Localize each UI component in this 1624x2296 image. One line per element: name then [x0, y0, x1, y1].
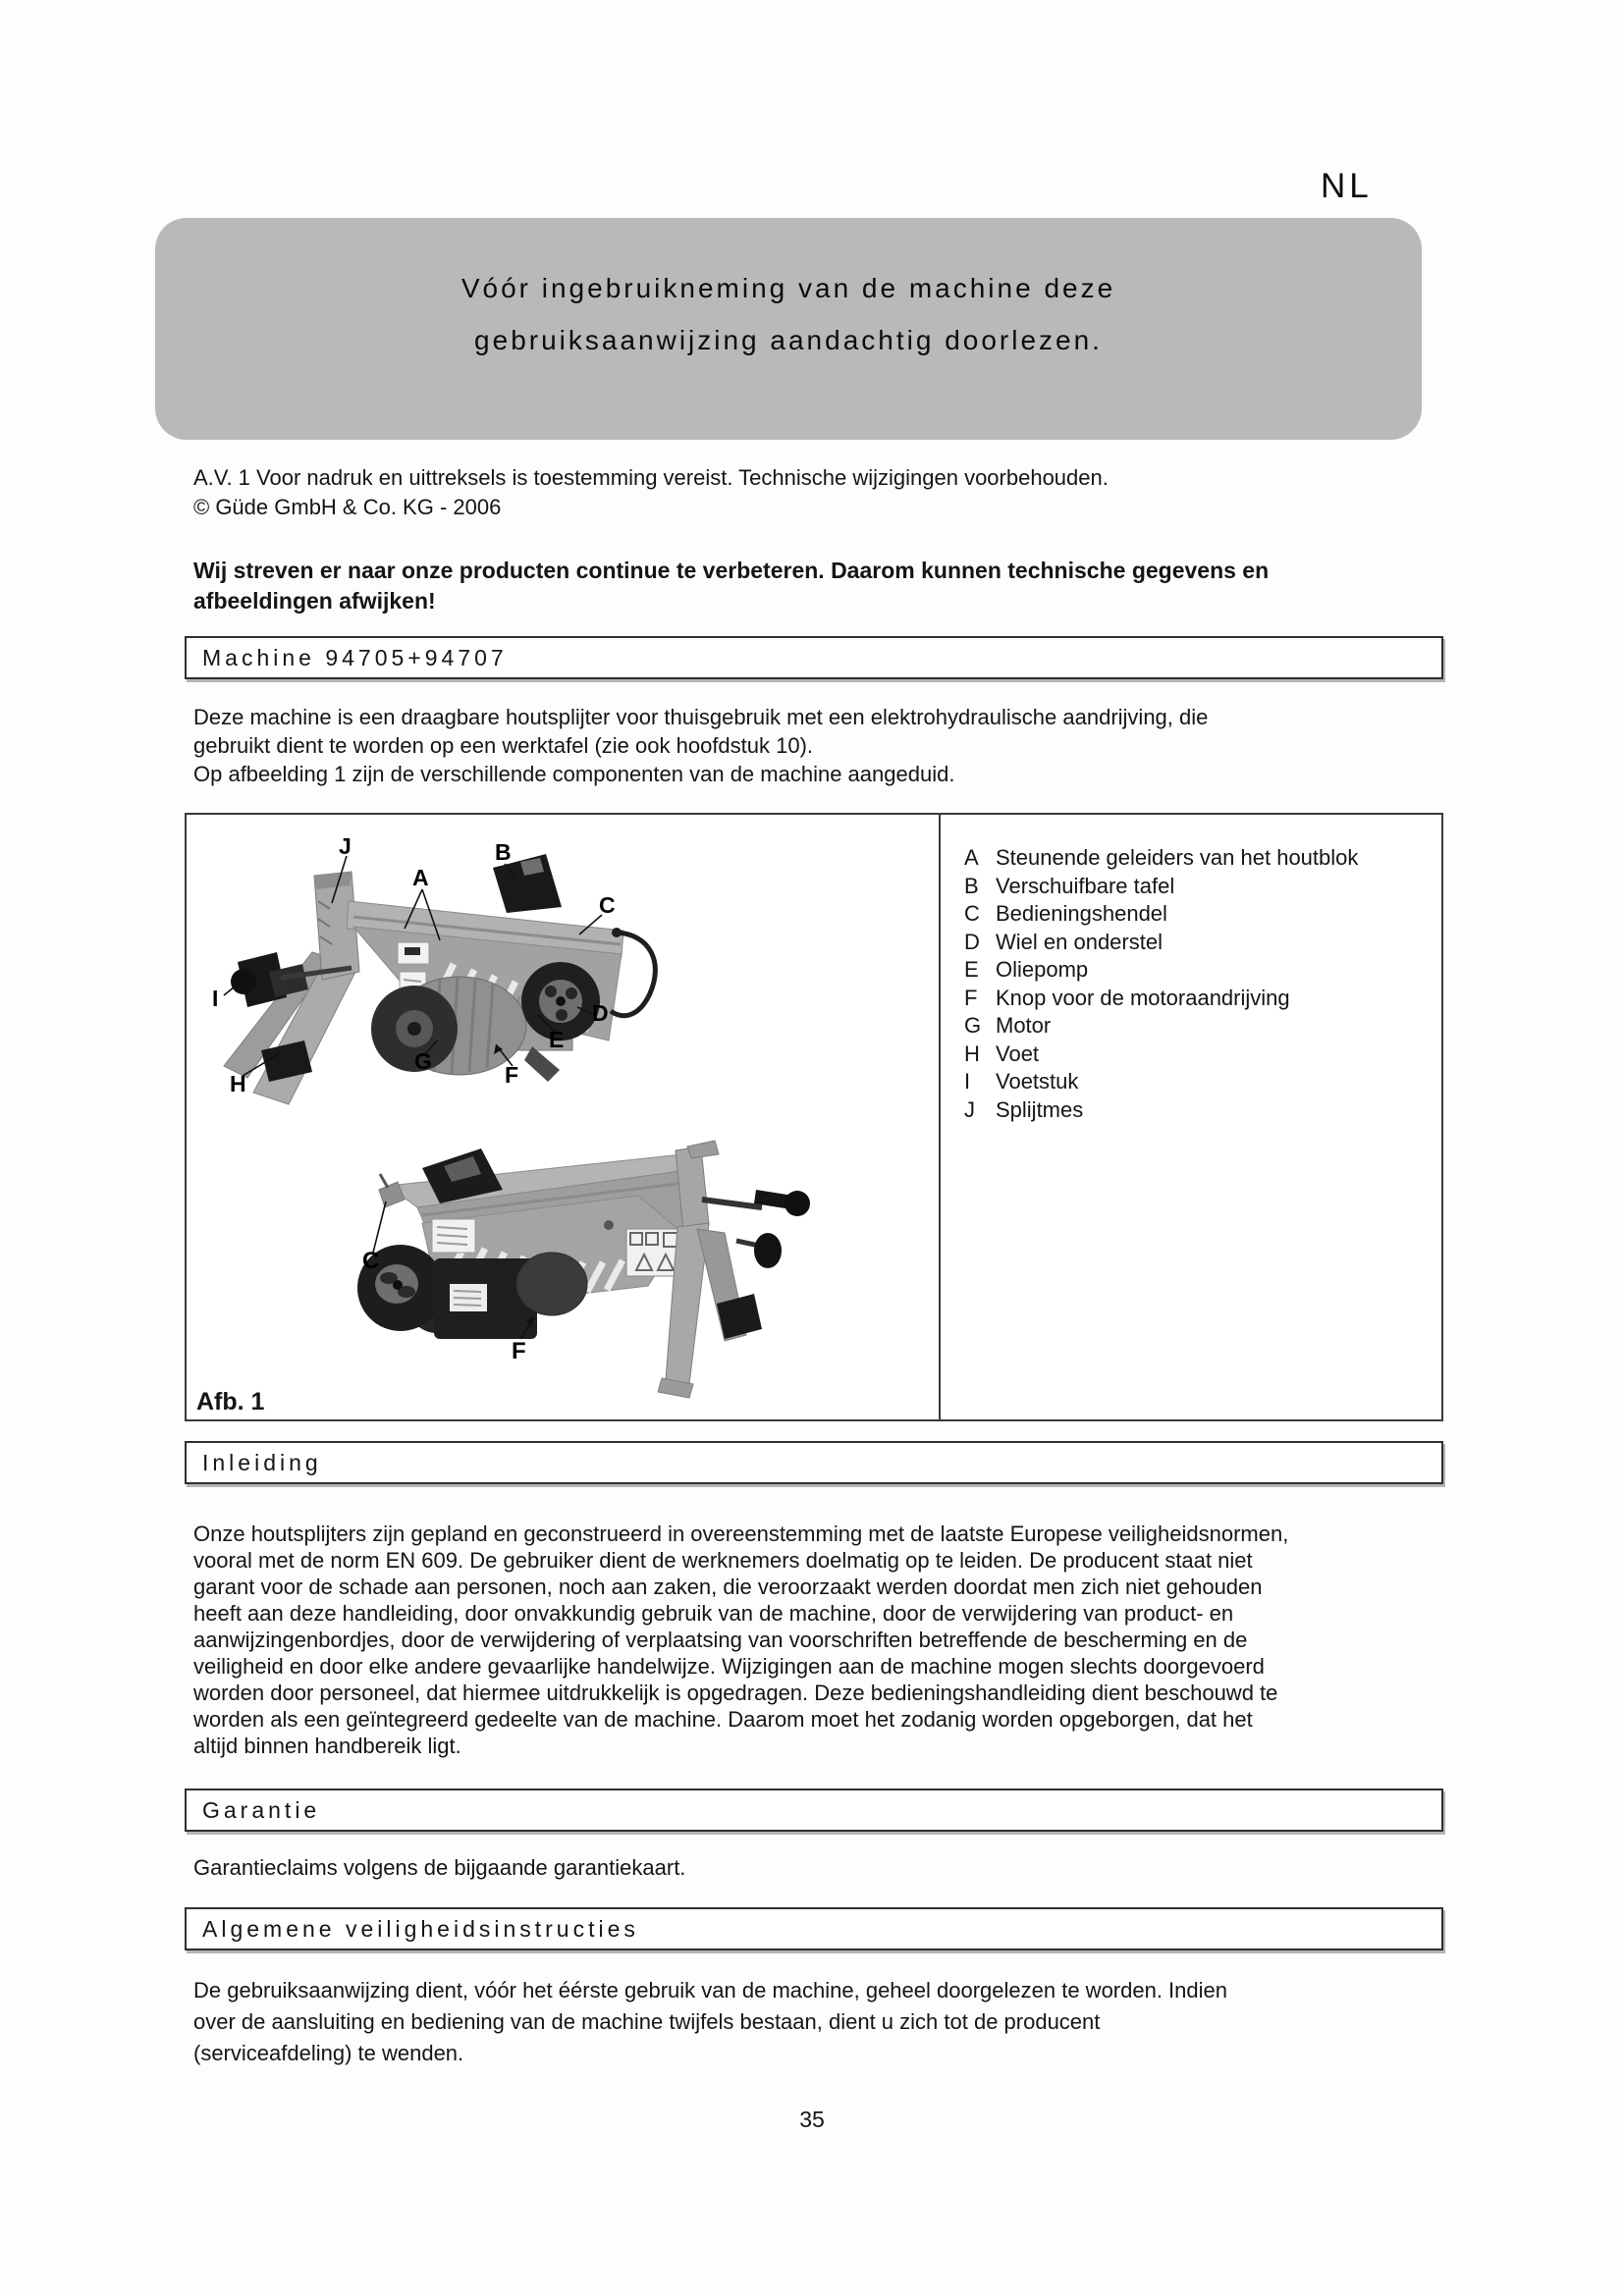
- part-label-c2: C: [362, 1248, 380, 1274]
- section-header-machine: [185, 636, 1443, 679]
- legend-key: B: [964, 873, 979, 898]
- legend-key: I: [964, 1069, 971, 1094]
- machine-side-view-illustration: [187, 825, 941, 1131]
- part-label-a: A: [412, 865, 429, 890]
- section-header-veiligheid: [185, 1907, 1443, 1950]
- inleiding-line: altijd binnen handbereik ligt.: [193, 1734, 461, 1758]
- legend-key: G: [964, 1013, 982, 1038]
- legend-label: Bedieningshendel: [996, 901, 1167, 926]
- legend-key: D: [964, 929, 980, 954]
- legend-label: Voet: [996, 1041, 1040, 1066]
- improvement-line-1: Wij streven er naar onze producten continue te verbeteren. Daarom kunnen technische gegevens en: [193, 558, 1270, 583]
- section-header-inleiding: [185, 1441, 1443, 1484]
- legend-item: [964, 985, 1434, 1013]
- machine-paragraph: [193, 703, 1208, 788]
- imprint-text: [193, 463, 1109, 522]
- legend-key: A: [964, 845, 979, 870]
- imprint-line-1: A.V. 1 Voor nadruk en uittreksels is toestemming vereist. Technische wijzigingen voorbehouden.: [193, 465, 1109, 490]
- notice-box: [155, 218, 1422, 440]
- language-code-label: NL: [1321, 167, 1373, 205]
- part-label-j: J: [339, 833, 352, 859]
- garantie-paragraph: Garantieclaims volgens de bijgaande garantiekaart.: [193, 1855, 686, 1880]
- improvement-line-2: afbeeldingen afwijken!: [193, 588, 436, 614]
- inleiding-line: Onze houtsplijters zijn gepland en geconstrueerd in overeenstemming met de laatste Europese veiligheidsnormen,: [193, 1522, 1289, 1546]
- part-label-f: F: [505, 1062, 519, 1088]
- machine-line-1: Deze machine is een draagbare houtsplijter voor thuisgebruik met een elektrohydraulische aandrijving, die: [193, 705, 1209, 729]
- inleiding-line: vooral met de norm EN 609. De gebruiker dient de werknemers doelmatig op te leiden. De producent staat niet: [193, 1548, 1253, 1573]
- veiligheid-paragraph: [193, 1975, 1227, 2069]
- legend-item: [964, 900, 1434, 929]
- legend-item: [964, 929, 1434, 957]
- section-title-veiligheid: Algemene veiligheidsinstructies: [202, 1915, 639, 1942]
- section-title-inleiding: Inleiding: [202, 1449, 322, 1475]
- legend-key: C: [964, 901, 980, 926]
- machine-angled-view-illustration: [187, 1139, 941, 1423]
- legend-label: Voetstuk: [996, 1069, 1079, 1094]
- machine-line-3: Op afbeelding 1 zijn de verschillende componenten van de machine aangeduid.: [193, 762, 955, 786]
- legend-item: [964, 1041, 1434, 1069]
- page-number: 35: [799, 2107, 825, 2132]
- veiligheid-line: over de aansluiting en bediening van de machine twijfels bestaan, dient u zich tot de producent: [193, 2009, 1101, 2034]
- legend-key: H: [964, 1041, 980, 1066]
- legend-item: [964, 844, 1434, 873]
- legend-key: J: [964, 1096, 975, 1122]
- figure-legend: [941, 815, 1441, 1419]
- legend-label: Splijtmes: [996, 1096, 1084, 1122]
- inleiding-paragraph: [193, 1521, 1288, 1759]
- legend-label: Knop voor de motoraandrijving: [996, 985, 1290, 1010]
- inleiding-line: aanwijzingenbordjes, door de verwijdering of verplaatsing van voorschriften betreffende de bescherming en de: [193, 1628, 1248, 1652]
- legend-label: Wiel en onderstel: [996, 929, 1163, 954]
- part-label-h: H: [230, 1071, 246, 1096]
- legend-item: [964, 956, 1434, 985]
- legend-label: Oliepomp: [996, 957, 1089, 982]
- legend-label: Motor: [996, 1013, 1052, 1038]
- part-label-i: I: [212, 986, 219, 1011]
- legend-item: [964, 1068, 1434, 1096]
- improvement-note: [193, 556, 1269, 616]
- inleiding-line: worden door personeel, dat hiermee uitdrukkelijk is opgedragen. Deze bedieningshandleiding dient beschouwd te: [193, 1681, 1278, 1705]
- inleiding-line: heeft aan deze handleiding, door onvakkundig gebruik van de machine, door de verwijdering van product- en: [193, 1601, 1234, 1626]
- legend-label: Verschuifbare tafel: [996, 873, 1175, 898]
- legend-key: F: [964, 985, 978, 1010]
- figure-drawings-cell: [187, 815, 941, 1419]
- inleiding-line: garant voor de schade aan personen, noch aan zaken, die veroorzaakt werden doordat men zich niet gehouden: [193, 1575, 1263, 1599]
- part-label-g: G: [414, 1048, 432, 1074]
- section-title-garantie: Garantie: [202, 1796, 321, 1823]
- part-label-d: D: [592, 1000, 609, 1026]
- part-label-f2: F: [512, 1338, 526, 1364]
- part-label-e: E: [549, 1027, 565, 1052]
- veiligheid-line: (serviceafdeling) te wenden.: [193, 2041, 464, 2065]
- part-label-c: C: [599, 892, 616, 918]
- inleiding-line: worden als een geïntegreerd gedeelte van de machine. Daarom moet het zodanig worden opgeborgen, dat het: [193, 1707, 1253, 1732]
- section-title-machine: Machine 94705+94707: [202, 644, 508, 670]
- notice-line-1: Vóór ingebruikneming van de machine deze: [460, 273, 1116, 303]
- inleiding-line: veiligheid en door elke andere gevaarlijke handelwijze. Wijzigingen aan de machine mogen slechts doorgevoerd: [193, 1654, 1265, 1679]
- legend-key: E: [964, 957, 979, 982]
- imprint-line-2: © Güde GmbH & Co. KG - 2006: [193, 495, 502, 519]
- notice-line-2: gebruiksaanwijzing aandachtig doorlezen.: [474, 325, 1103, 355]
- legend-item: [964, 1012, 1434, 1041]
- legend-item: [964, 1096, 1434, 1125]
- veiligheid-line: De gebruiksaanwijzing dient, vóór het éérste gebruik van de machine, geheel doorgelezen te worden. Indien: [193, 1978, 1228, 2002]
- section-header-garantie: [185, 1789, 1443, 1832]
- machine-line-2: gebruikt dient te worden op een werktafel (zie ook hoofdstuk 10).: [193, 733, 814, 758]
- part-label-b: B: [495, 839, 512, 865]
- legend-item: [964, 873, 1434, 901]
- legend-label: Steunende geleiders van het houtblok: [996, 845, 1359, 870]
- figure-caption: Afb. 1: [196, 1388, 265, 1415]
- figure-afb1: [185, 813, 1443, 1421]
